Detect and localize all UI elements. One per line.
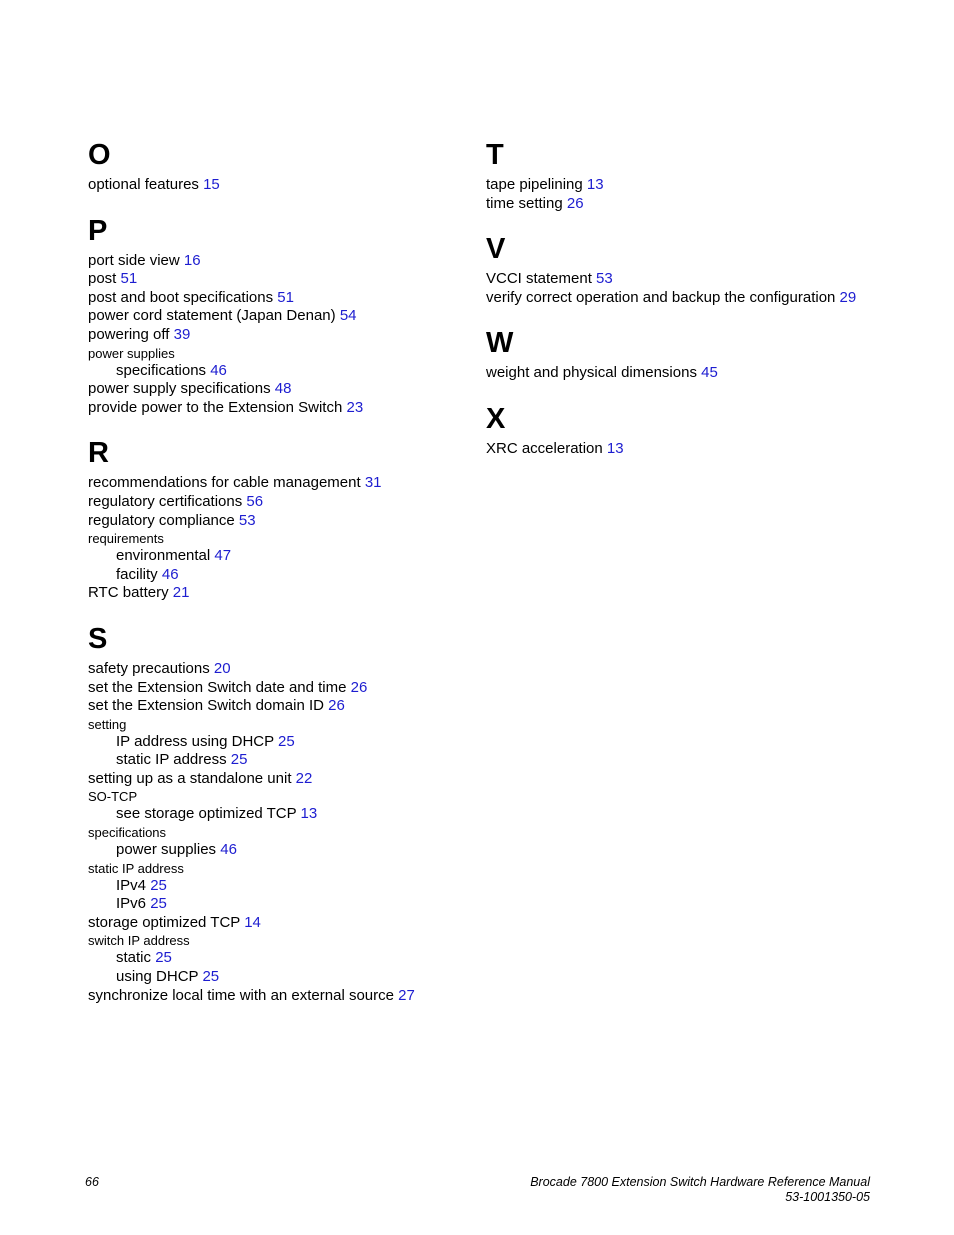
entry-term: power cord statement (Japan Denan) xyxy=(88,307,336,325)
index-entry xyxy=(88,530,448,547)
section-letter-v: V xyxy=(486,233,506,266)
entry-term: safety precautions xyxy=(88,659,210,677)
entry-term: environmental xyxy=(116,547,211,565)
index-entry xyxy=(88,584,448,603)
index-entry-list xyxy=(88,474,448,603)
entry-term: weight and physical dimensions xyxy=(486,364,697,382)
section-letter-o: O xyxy=(88,139,111,171)
page-link[interactable]: 54 xyxy=(339,307,357,325)
index-entry xyxy=(88,660,448,679)
entry-term: powering off xyxy=(88,325,170,343)
entry-term: set the Extension Switch date and time xyxy=(88,678,347,696)
page-link[interactable]: 25 xyxy=(278,732,295,750)
entry-term: static IP address xyxy=(116,751,227,769)
index-entry xyxy=(88,914,448,933)
index-left-column xyxy=(88,137,448,1023)
index-entry xyxy=(486,440,866,459)
entry-term: synchronize local time with an external source xyxy=(88,986,394,1004)
entry-term: IPv6 xyxy=(116,895,147,913)
page-link[interactable]: 13 xyxy=(586,176,604,193)
index-subentry xyxy=(88,733,448,752)
index-entry xyxy=(88,493,448,512)
page-link[interactable]: 56 xyxy=(246,492,264,510)
index-entry-list xyxy=(88,176,448,195)
section-letter-t: T xyxy=(486,139,504,171)
section-letter-p: P xyxy=(88,214,108,247)
entry-term: IP address using DHCP xyxy=(116,732,274,750)
entry-term: optional features xyxy=(88,176,199,193)
footer-manual-title: Brocade 7800 Extension Switch Hardware Reference Manual xyxy=(530,1175,870,1189)
index-entry xyxy=(486,364,866,383)
entry-term: provide power to the Extension Switch xyxy=(88,398,343,416)
index-entry xyxy=(486,176,866,195)
index-entry-list xyxy=(486,176,866,213)
page-link[interactable]: 39 xyxy=(173,325,191,343)
entry-term: requirements xyxy=(88,531,164,547)
entry-term: IPv4 xyxy=(116,876,147,894)
entry-term: static xyxy=(116,949,152,967)
footer-doc-info xyxy=(530,1175,870,1205)
entry-term: SO-TCP xyxy=(88,789,138,805)
index-subentry xyxy=(88,841,448,860)
index-entry xyxy=(88,932,448,949)
index-entry xyxy=(88,252,448,271)
index-subentry xyxy=(88,968,448,987)
entry-term: specifications xyxy=(88,825,167,841)
index-entry xyxy=(486,195,866,214)
page-link[interactable]: 25 xyxy=(150,876,167,894)
index-entry xyxy=(88,326,448,345)
page-link[interactable]: 25 xyxy=(202,968,220,986)
index-entry xyxy=(88,824,448,841)
index-entry xyxy=(486,289,866,308)
page-link[interactable]: 46 xyxy=(220,841,237,859)
entry-term: power supply specifications xyxy=(88,380,271,398)
entry-term: using DHCP xyxy=(116,968,199,986)
page-link[interactable]: 46 xyxy=(210,361,227,379)
entry-term: verify correct operation and backup the configuration xyxy=(486,288,836,306)
page-link[interactable]: 45 xyxy=(701,364,718,382)
entry-term: power supplies xyxy=(88,345,175,361)
index-entry xyxy=(88,474,448,493)
entry-term: static IP address xyxy=(88,860,184,876)
entry-term: post and boot specifications xyxy=(88,288,274,306)
index-subentry xyxy=(88,877,448,896)
entry-term: VCCI statement xyxy=(486,270,592,288)
index-entry xyxy=(88,512,448,531)
section-letter-x: X xyxy=(486,402,506,435)
index-entry xyxy=(88,289,448,308)
index-entry xyxy=(88,399,448,418)
index-entry xyxy=(88,788,448,805)
entry-term: regulatory certifications xyxy=(88,492,243,510)
page-link[interactable]: 23 xyxy=(346,398,364,416)
entry-term: storage optimized TCP xyxy=(88,913,241,931)
page-link[interactable]: 27 xyxy=(398,986,415,1004)
index-entry xyxy=(88,770,448,789)
page-link[interactable]: 51 xyxy=(120,270,138,288)
page-link[interactable]: 29 xyxy=(839,288,857,306)
entry-term: post xyxy=(88,270,117,288)
page-link[interactable]: 25 xyxy=(230,751,248,769)
entry-term: specifications xyxy=(116,361,207,379)
entry-term: regulatory compliance xyxy=(88,511,235,529)
page-link[interactable]: 16 xyxy=(183,251,201,269)
index-subentry xyxy=(88,949,448,968)
page-link[interactable]: 25 xyxy=(150,895,167,913)
entry-term: port side view xyxy=(88,251,180,269)
index-entry xyxy=(88,307,448,326)
index-subentry xyxy=(88,805,448,824)
page-link[interactable]: 53 xyxy=(238,511,256,529)
page-link[interactable]: 26 xyxy=(328,697,345,715)
page-link[interactable]: 26 xyxy=(566,194,584,212)
index-entry xyxy=(88,380,448,399)
page-link[interactable]: 31 xyxy=(364,474,382,492)
entry-term: recommendations for cable management xyxy=(88,474,361,492)
page-link[interactable]: 26 xyxy=(350,678,368,696)
index-subentry xyxy=(88,362,448,381)
page-link[interactable]: 51 xyxy=(277,288,294,306)
index-entry xyxy=(88,679,448,698)
entry-term: time setting xyxy=(486,194,563,212)
index-entry xyxy=(88,176,448,195)
index-subentry xyxy=(88,751,448,770)
page-link[interactable]: 13 xyxy=(300,805,318,823)
entry-term: facility xyxy=(116,565,158,583)
page-link[interactable]: 21 xyxy=(172,584,190,602)
index-entry-list xyxy=(486,270,866,307)
page-link[interactable]: 22 xyxy=(295,769,313,787)
page-link[interactable]: 53 xyxy=(596,270,613,288)
section-letter-s: S xyxy=(88,622,108,655)
entry-term: power supplies xyxy=(116,841,217,859)
index-subentry xyxy=(88,547,448,566)
index-subentry xyxy=(88,566,448,585)
page-link[interactable]: 20 xyxy=(213,659,231,677)
entry-term: switch IP address xyxy=(88,933,190,949)
entry-term: RTC battery xyxy=(88,584,169,602)
entry-term: set the Extension Switch domain ID xyxy=(88,697,324,715)
entry-term: see storage optimized TCP xyxy=(116,805,297,823)
footer-doc-number: 53-1001350-05 xyxy=(785,1190,870,1204)
index-entry xyxy=(88,270,448,289)
index-entry xyxy=(88,697,448,716)
index-entry-list xyxy=(486,440,866,459)
page-link[interactable]: 15 xyxy=(203,176,220,193)
index-entry xyxy=(88,716,448,733)
section-letter-w: W xyxy=(486,327,514,360)
index-right-column xyxy=(486,137,866,477)
page-link[interactable]: 48 xyxy=(274,380,292,398)
page-link[interactable]: 14 xyxy=(244,913,261,931)
index-entry-list xyxy=(88,660,448,1005)
index-entry xyxy=(88,860,448,877)
page-link[interactable]: 46 xyxy=(161,565,179,583)
index-entry xyxy=(88,987,448,1006)
index-entry-list xyxy=(486,364,866,383)
page-link[interactable]: 25 xyxy=(155,949,172,967)
entry-term: tape pipelining xyxy=(486,176,583,193)
page-link[interactable]: 13 xyxy=(606,439,624,457)
index-entry xyxy=(486,270,866,289)
section-letter-r: R xyxy=(88,437,109,470)
index-subentry xyxy=(88,895,448,914)
entry-term: setting xyxy=(88,716,127,732)
entry-term: XRC acceleration xyxy=(486,439,603,457)
index-entry xyxy=(88,345,448,362)
entry-term: setting up as a standalone unit xyxy=(88,769,292,787)
page-link[interactable]: 47 xyxy=(214,547,232,565)
footer-page-number: 66 xyxy=(85,1175,99,1189)
index-entry-list xyxy=(88,252,448,418)
